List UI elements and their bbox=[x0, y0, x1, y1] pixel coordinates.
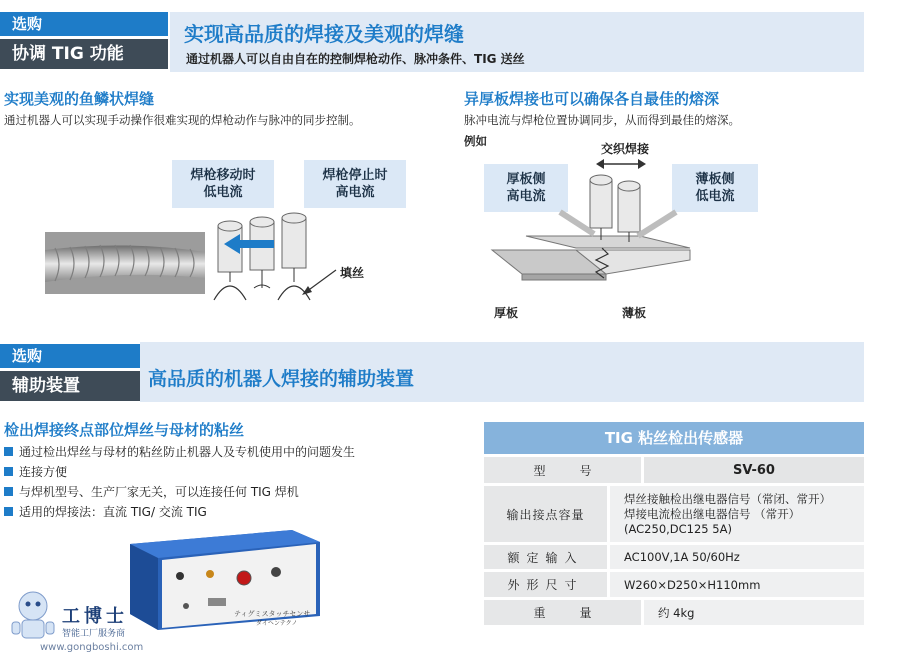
filler-wire-arrow bbox=[300, 268, 340, 298]
weld-bead-photo bbox=[45, 232, 205, 294]
filler-label: 填丝 bbox=[340, 266, 365, 280]
sensor-bullet bbox=[4, 443, 355, 460]
right-heading: 异厚板焊接也可以确保各自最佳的熔深 bbox=[464, 90, 720, 108]
sensor-bullet-text: 连接方便 bbox=[19, 465, 68, 479]
thin-plate-label: 薄板 bbox=[622, 306, 647, 320]
spec-table-title: TIG 粘丝检出传感器 bbox=[484, 422, 864, 454]
sensor-bullet-text: 适用的焊接法：直流 TIG/ 交流 TIG bbox=[19, 505, 207, 519]
bubble-thick-line1: 厚板侧 bbox=[506, 172, 546, 187]
bullet-square-icon bbox=[4, 467, 13, 476]
left-heading: 实现美观的鱼鳞状焊缝 bbox=[4, 90, 155, 108]
bubble-stop-high bbox=[304, 160, 406, 208]
section1-title: 实现高品质的焊接及美观的焊缝 bbox=[184, 22, 464, 46]
torch-diagram bbox=[210, 208, 340, 314]
sensor-bullet-text: 通过检出焊丝与母材的粘丝防止机器人及专机使用中的问题发生 bbox=[19, 445, 356, 459]
watermark-slogan: 智能工厂服务商 bbox=[62, 629, 126, 639]
sensor-device-photo bbox=[124, 526, 324, 631]
spec-row-output bbox=[484, 486, 864, 542]
left-desc: 通过机器人可以实现手动操作很难实现的焊枪动作与脉冲的同步控制。 bbox=[4, 113, 361, 127]
spec-row-input bbox=[484, 545, 864, 569]
right-example: 例如 bbox=[464, 134, 487, 148]
spec-row-weight bbox=[484, 600, 864, 625]
spec-value-line: 焊接电流检出继电器信号 （常开） bbox=[624, 506, 801, 521]
spec-value-line: (AC250,DC125 5A) bbox=[624, 521, 732, 536]
sensor-bullet bbox=[4, 483, 299, 500]
thick-plate-label: 厚板 bbox=[494, 306, 519, 320]
bubble-moving-line2: 低电流 bbox=[203, 185, 243, 200]
spec-value: W260×D250×H110mm bbox=[610, 572, 864, 597]
section2-tag-bottom: 辅助装置 bbox=[0, 371, 140, 401]
sensor-bullet bbox=[4, 503, 207, 520]
device-brand: ダイヘンテクノ bbox=[256, 620, 298, 627]
spec-label: 外形尺寸 bbox=[484, 572, 607, 597]
section2-tag bbox=[0, 344, 140, 401]
bubble-thick-line2: 高电流 bbox=[506, 189, 546, 204]
section2-title: 高品质的机器人焊接的辅助装置 bbox=[148, 368, 415, 390]
weave-label: 交织焊接 bbox=[601, 142, 650, 156]
spec-row-model bbox=[484, 457, 864, 483]
bubble-moving-line1: 焊枪移动时 bbox=[190, 168, 256, 183]
spec-label: 型号 bbox=[484, 457, 641, 483]
right-desc: 脉冲电流与焊枪位置协调同步，从而得到最佳的熔深。 bbox=[464, 113, 740, 127]
spec-value: AC100V,1A 50/60Hz bbox=[610, 545, 864, 569]
section1-tag-bottom: 协调 TIG 功能 bbox=[0, 39, 168, 69]
section2-tag-top: 选购 bbox=[0, 344, 140, 368]
spec-value: 约 4kg bbox=[644, 600, 864, 625]
bubble-stop-line2: 高电流 bbox=[335, 185, 375, 200]
bubble-stop-line1: 焊枪停止时 bbox=[322, 168, 388, 183]
sensor-heading: 检出焊接终点部位焊丝与母材的粘丝 bbox=[4, 421, 245, 439]
spec-label: 重量 bbox=[484, 600, 641, 625]
robot-mascot-icon bbox=[8, 586, 58, 646]
sensor-bullet-text: 与焊机型号、生产厂家无关，可以连接任何 TIG 焊机 bbox=[19, 485, 299, 499]
section1-subtitle: 通过机器人可以自由自在的控制焊枪动作、脉冲条件、TIG 送丝 bbox=[186, 52, 525, 66]
bubble-moving-low bbox=[172, 160, 274, 208]
spec-row-dimensions bbox=[484, 572, 864, 597]
section1-tag bbox=[0, 12, 168, 69]
bullet-square-icon bbox=[4, 507, 13, 516]
section1-tag-top: 选购 bbox=[0, 12, 168, 36]
watermark-name: 工博士 bbox=[62, 606, 128, 627]
watermark-url: www.gongboshi.com bbox=[40, 642, 144, 653]
bubble-thin-line2: 低电流 bbox=[695, 189, 735, 204]
plates-diagram bbox=[490, 166, 710, 290]
spec-value-line: 焊丝接触检出继电器信号（常闭、常开） bbox=[624, 491, 831, 506]
spec-label: 输出接点容量 bbox=[484, 486, 607, 542]
spec-value bbox=[610, 486, 864, 542]
bubble-thin-line1: 薄板侧 bbox=[695, 172, 735, 187]
bullet-square-icon bbox=[4, 487, 13, 496]
spec-table bbox=[484, 422, 864, 625]
device-label: ティグミスタッチセンサ bbox=[234, 610, 311, 618]
bullet-square-icon bbox=[4, 447, 13, 456]
sensor-bullet bbox=[4, 463, 67, 480]
spec-value: SV-60 bbox=[644, 457, 864, 483]
spec-label: 额定输入 bbox=[484, 545, 607, 569]
